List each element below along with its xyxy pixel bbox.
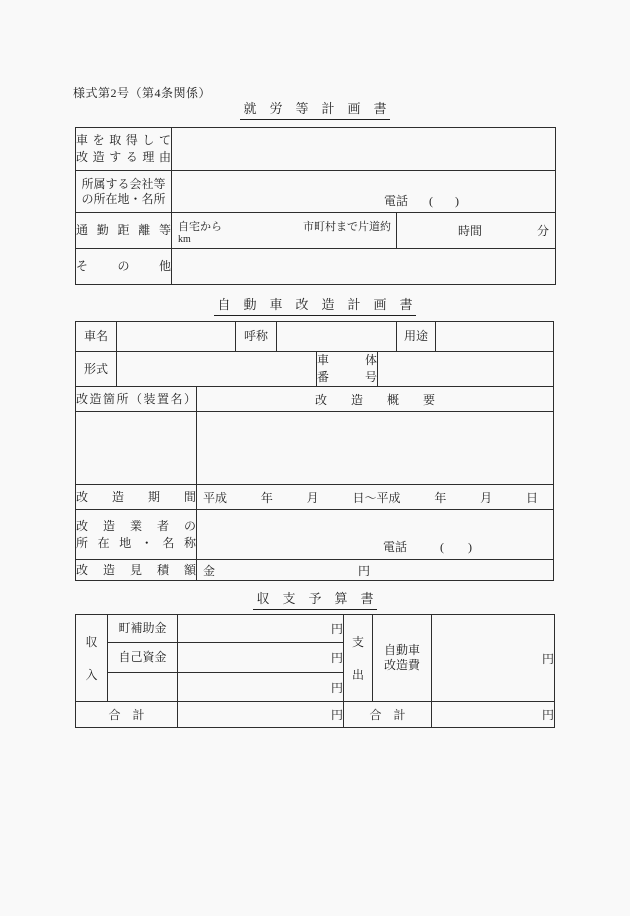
model-input-cell	[117, 352, 317, 387]
commute-distance-cell	[172, 213, 397, 249]
company-phone-line	[384, 192, 459, 209]
parts-header-label: 改造箇所（装置名）	[76, 391, 196, 406]
modification-plan-title-text: 自 動 車 改 造 計 画 書	[214, 294, 415, 316]
estimate-label: 改 造 見 積 額	[76, 562, 196, 577]
body-number-label-cell	[317, 352, 378, 387]
expense-header-cell	[344, 615, 373, 702]
period-input-cell	[197, 485, 554, 510]
company-label-line2: の所在地・名所	[81, 191, 166, 206]
income-yen-unit-1: 円	[330, 651, 343, 665]
commute-km-unit: km	[178, 233, 191, 245]
budget-title	[75, 588, 555, 610]
income-header-stack	[76, 616, 107, 700]
summary-header-cell: 改 造 概 要	[197, 387, 554, 412]
model-row	[76, 352, 554, 387]
reason-label-cell	[76, 128, 172, 171]
company-phone-label: 電話	[384, 194, 409, 208]
expense-header-bottom: 出	[351, 668, 364, 683]
body-number-line2: 番 号	[317, 370, 377, 384]
commute-label-cell	[76, 213, 172, 249]
modification-header-row	[76, 387, 554, 412]
period-year-start: 年	[260, 490, 273, 505]
body-number-line1: 車 体	[317, 353, 377, 367]
estimate-row	[76, 560, 554, 581]
income-header-cell	[76, 615, 108, 702]
commute-from-home: 自宅から	[178, 220, 222, 233]
income-item-label-2	[108, 673, 178, 702]
builder-phone-label: 電話	[383, 540, 408, 554]
expense-item-line1: 自動車	[383, 643, 420, 657]
car-name-label-cell: 車名	[76, 322, 117, 352]
budget-row-1	[76, 615, 555, 643]
builder-label-line2: 所 在 地 ・ 名 称	[76, 535, 196, 550]
period-day-to-era-end: 日～平成	[352, 490, 401, 505]
company-row	[76, 171, 556, 213]
nickname-label-cell: 呼称	[236, 322, 277, 352]
commute-minute-unit: 分	[536, 224, 549, 238]
commute-distance-top	[172, 216, 396, 234]
expense-item-line2: 改造費	[383, 658, 420, 672]
company-input-cell	[172, 171, 556, 213]
company-phone-paren-close: )	[455, 194, 460, 208]
employment-plan-title	[75, 98, 555, 120]
reason-label-line1: 車 を 取 得 し て	[76, 133, 171, 147]
income-total-label-cell: 合 計	[76, 702, 178, 728]
body-number-input-cell	[378, 352, 554, 387]
other-input-cell	[172, 249, 556, 285]
employment-plan-title-text: 就 労 等 計 画 書	[240, 98, 389, 120]
nickname-input-cell	[277, 322, 397, 352]
reason-row	[76, 128, 556, 171]
estimate-amount-prefix: 金	[203, 563, 216, 578]
commute-to-city: 市町村まで片道約	[303, 220, 391, 233]
period-row	[76, 485, 554, 510]
income-yen-unit-2: 円	[330, 680, 343, 695]
expense-header-stack	[344, 616, 372, 700]
expense-header-top: 支	[351, 634, 364, 649]
builder-label-cell	[76, 510, 197, 560]
expense-amount-cell	[432, 615, 555, 702]
expense-total-label-cell: 合 計	[344, 702, 432, 728]
income-item-label-0: 町補助金	[108, 615, 178, 643]
estimate-label-cell	[76, 560, 197, 581]
commute-row	[76, 213, 556, 249]
builder-input-cell	[197, 510, 554, 560]
form-number: 様式第2号（第4条関係）	[73, 86, 212, 100]
vehicle-row	[76, 322, 554, 352]
company-label-cell	[76, 171, 172, 213]
estimate-input-cell	[197, 560, 554, 581]
period-label: 改 造 期 間	[76, 489, 196, 504]
car-name-input-cell	[117, 322, 236, 352]
modification-plan-table	[75, 321, 554, 581]
income-amount-cell-0	[178, 615, 344, 643]
builder-phone-line	[383, 538, 472, 555]
income-item-label-1: 自己資金	[108, 643, 178, 673]
income-header-bottom: 入	[85, 668, 98, 683]
income-total-amount-cell	[178, 702, 344, 728]
period-era-start: 平成	[203, 490, 228, 505]
builder-phone-paren-close: )	[468, 540, 473, 554]
income-amount-cell-1	[178, 643, 344, 673]
employment-plan-table	[75, 127, 556, 285]
commute-time-cell	[397, 213, 556, 249]
period-label-cell	[76, 485, 197, 510]
commute-time-line	[397, 222, 555, 239]
commute-hour-unit: 時間	[457, 224, 482, 238]
other-label: そ の 他	[76, 259, 171, 273]
summary-input-cell	[197, 412, 554, 485]
period-line	[197, 489, 553, 506]
budget-table	[75, 614, 555, 728]
builder-label-line1: 改 造 業 者 の	[76, 518, 196, 533]
commute-label: 通 勤 距 離 等	[76, 223, 171, 237]
estimate-yen-unit: 円	[358, 563, 371, 578]
period-month-start: 月	[306, 490, 319, 505]
income-header-top: 収	[85, 634, 98, 649]
budget-title-text: 収 支 予 算 書	[253, 588, 376, 610]
other-row	[76, 249, 556, 285]
model-label-cell: 形式	[76, 352, 117, 387]
income-amount-cell-2	[178, 673, 344, 702]
builder-row	[76, 510, 554, 560]
company-label-line1: 所属する会社等	[81, 176, 166, 191]
modification-plan-title	[75, 294, 555, 316]
expense-item-label-cell	[373, 615, 432, 702]
reason-input-cell	[172, 128, 556, 171]
parts-header-cell	[76, 387, 197, 412]
period-year-end: 年	[434, 490, 447, 505]
company-phone-paren-open: (	[429, 194, 434, 208]
budget-total-row	[76, 702, 555, 728]
use-label-cell: 用途	[397, 322, 436, 352]
reason-label-line2: 改 造 す る 理 由	[76, 150, 171, 164]
parts-input-cell	[76, 412, 197, 485]
period-day-end: 日	[525, 490, 538, 505]
expense-total-amount-cell	[432, 702, 555, 728]
income-yen-unit-0: 円	[330, 622, 343, 636]
modification-detail-row	[76, 412, 554, 485]
expense-total-yen-unit: 円	[541, 708, 554, 722]
expense-yen-unit: 円	[541, 651, 554, 666]
income-total-yen-unit: 円	[330, 708, 343, 722]
builder-phone-paren-open: (	[440, 540, 445, 554]
estimate-line	[197, 562, 553, 579]
use-input-cell	[436, 322, 554, 352]
other-label-cell	[76, 249, 172, 285]
period-month-end: 月	[480, 490, 493, 505]
